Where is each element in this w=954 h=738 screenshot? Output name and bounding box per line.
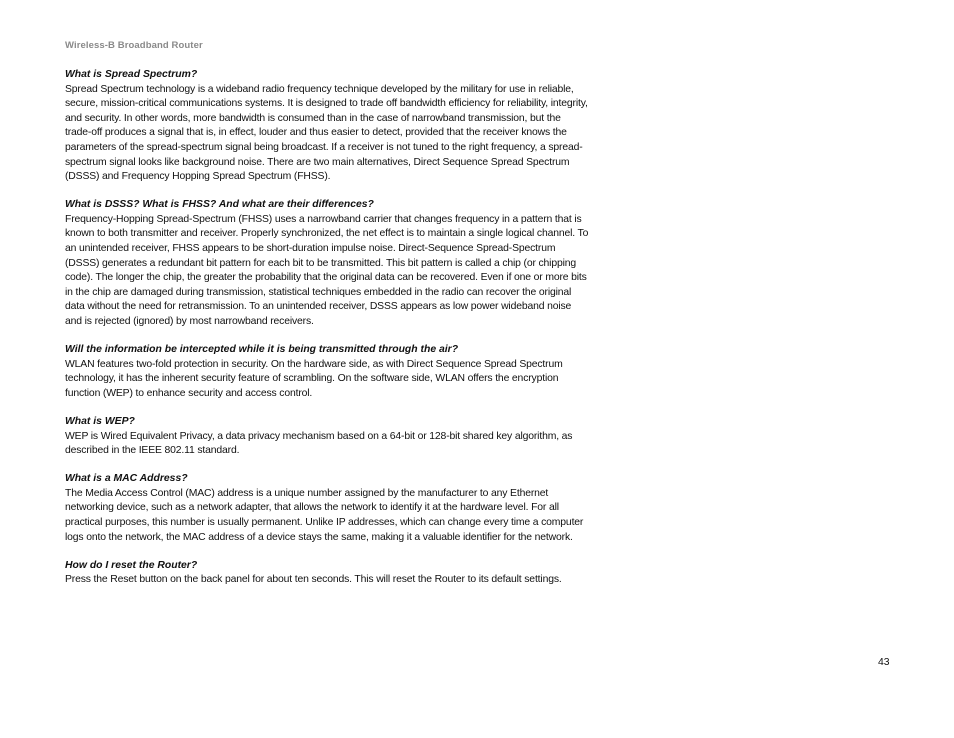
faq-answer: The Media Access Control (MAC) address is a unique number assigned by the manufacturer to any Ethernet networking device, such as a network adapter, that allows the network to identify it at the hardware level. For all practical purposes, this number is usually permanent. Unlike IP addresses, which can change every time a computer logs onto the network, the MAC address of a device stays the same, making it a valuable identifier for the network.: [65, 487, 584, 543]
faq-question: How do I reset the Router?: [65, 559, 198, 571]
faq-answer: Frequency-Hopping Spread-Spectrum (FHSS) uses a narrowband carrier that changes frequency in a pattern that is known to both transmitter and receiver. Properly synchronized, the net effect is to maintain a single logical channel. To an unintended receiver, FHSS appears to be short-duration impulse noise. Direct-Sequence Spread-Spectrum (DSSS) generates a redundant bit pattern for each bit to be transmitted. This bit pattern is called a chip (or chipping code). The longer the chip, the greater the probability that the original data can be recovered. Even if one or more bits in the chip are damaged during transmission, statistical techniques embedded in the radio can recover the original data without the need for retransmission. To an unintended receiver, DSSS appears as low power wideband noise and is rejected (ignored) by most narrowband receivers.: [65, 213, 589, 327]
faq-section-mac-address: [65, 472, 589, 545]
faq-answer: Press the Reset button on the back panel for about ten seconds. This will reset the Router to its default settings.: [65, 574, 562, 586]
faq-question: What is WEP?: [65, 415, 135, 427]
running-header: Wireless-B Broadband Router: [65, 40, 203, 51]
faq-question: What is Spread Spectrum?: [65, 69, 198, 80]
faq-question: Will the information be intercepted while it is being transmitted through the air?: [65, 344, 459, 356]
faq-section-wep: [65, 415, 589, 459]
faq-section-reset-router: [65, 559, 589, 588]
page-number: 43: [878, 657, 890, 668]
faq-answer: Spread Spectrum technology is a wideband radio frequency technique developed by the military for use in reliable, secure, mission-critical communications systems. It is designed to trade off bandwidth efficiency for reliability, integrity, and security. In other words, more bandwidth is consumed than in the case of narrowband transmission, but the trade-off produces a signal that is, in effect, louder and thus easier to detect, provided that the receiver knows the parameters of the spread-spectrum signal being broadcast. If a receiver is not tuned to the right frequency, a spread-spectrum signal looks like background noise. There are two main alternatives, Direct Sequence Spread Spectrum (DSSS) and Frequency Hopping Spread Spectrum (FHSS).: [65, 83, 588, 183]
faq-answer: WLAN features two-fold protection in security. On the hardware side, as with Direct Sequence Spread Spectrum technology, it has the inherent security feature of scrambling. On the software side, WLAN offers the encryption function (WEP) to enhance security and access control.: [65, 358, 563, 399]
faq-answer: WEP is Wired Equivalent Privacy, a data privacy mechanism based on a 64-bit or 128-bit shared key algorithm, as described in the IEEE 802.11 standard.: [65, 430, 573, 457]
faq-section-dsss-fhss: [65, 198, 589, 329]
faq-section-interception: [65, 343, 589, 401]
faq-section-spread-spectrum: [65, 68, 589, 185]
faq-question: What is a MAC Address?: [65, 473, 188, 485]
faq-content: [65, 68, 589, 601]
faq-question: What is DSSS? What is FHSS? And what are their differences?: [65, 199, 374, 211]
